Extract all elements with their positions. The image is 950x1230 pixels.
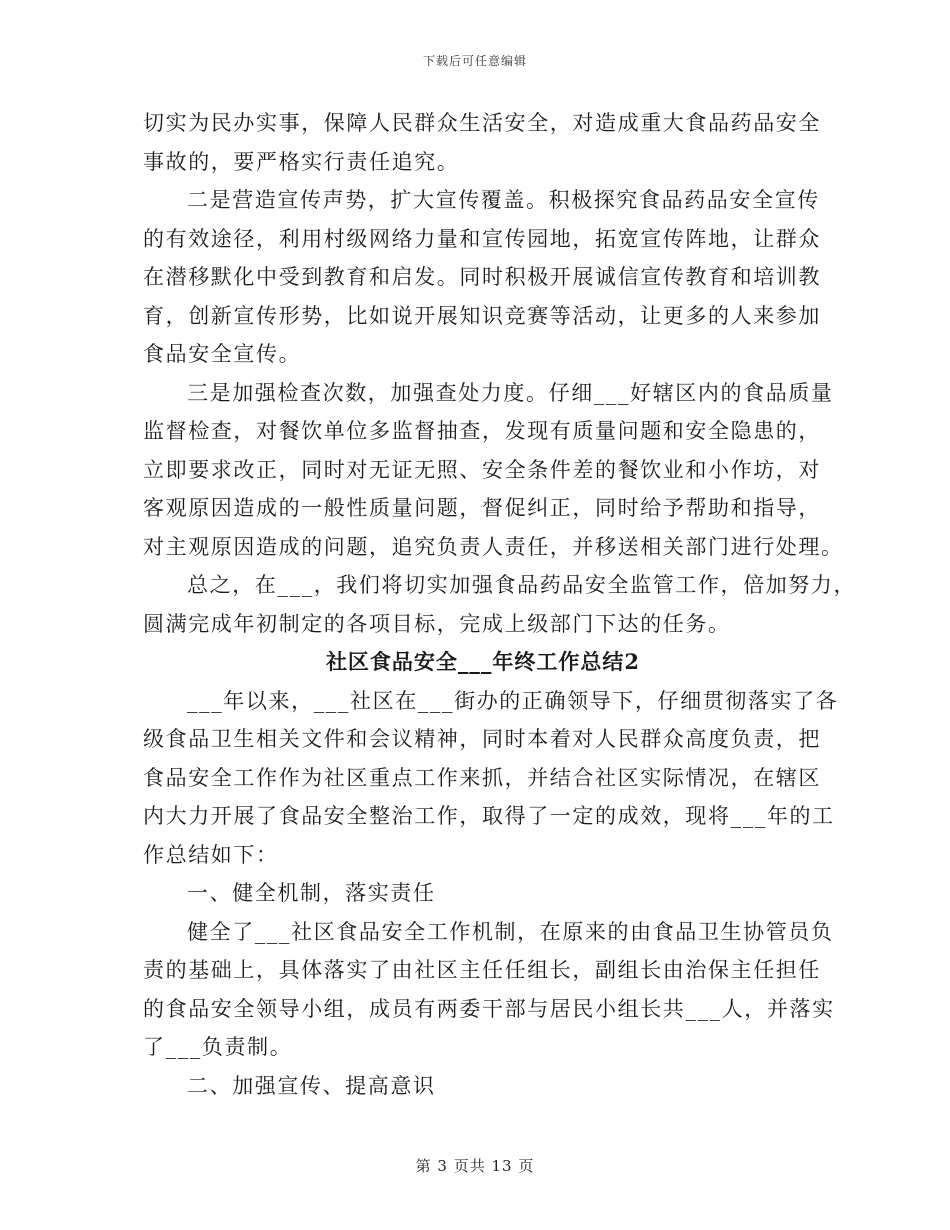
paragraph-line: 客观原因造成的一般性质量问题，督促纠正，同时给予帮助和指导， [143,496,821,520]
paragraph-line: 食品安全工作作为社区重点工作来抓，并结合社区实际情况，在辖区 [143,765,821,790]
paragraph-line: 级食品卫生相关文件和会议精神，同时本着对人民群众高度负责，把 [143,727,821,751]
paragraph-line: 二、加强宣传、提高意识 [187,1073,436,1098]
paragraph-line: 责的基础上，具体落实了由社区主任任组长，副组长由治保主任担任 [143,958,821,982]
paragraph-line: 事故的，要严格实行责任追究。 [143,149,460,174]
paragraph-line: 切实为民办实事，保障人民群众生活安全，对造成重大食品药品安全 [143,111,821,135]
paragraph-line: 二是营造宣传声势，扩大宣传覆盖。积极探究食品药品安全宣传 [187,188,820,212]
paragraph-line: 一、健全机制，落实责任 [187,881,436,905]
paragraph-line: 圆满完成年初制定的各项目标，完成上级部门下达的任务。 [143,611,731,636]
paragraph-line: 作总结如下： [143,842,279,867]
paragraph-line: 总之，在___，我们将切实加强食品药品安全监管工作，倍加努力， [187,573,857,597]
paragraph-line: 在潜移默化中受到教育和启发。同时积极开展诚信宣传教育和培训教 [143,265,821,289]
document-body [143,104,857,1105]
page-number-footer: 第 3 页共 13 页 [415,1157,535,1175]
paragraph-line: 内大力开展了食品安全整治工作，取得了一定的成效，现将___年的工 [143,804,835,828]
paragraph-line: 的食品安全领导小组，成员有两委干部与居民小组长共___人，并落实 [143,996,835,1021]
paragraph-line: 健全了___社区食品安全工作机制，在原来的由食品卫生协管员负 [187,919,834,944]
paragraph-line: 育，创新宣传形势，比如说开展知识竞赛等活动，让更多的人来参加 [143,303,821,328]
paragraph-line: 监督检查，对餐饮单位多监督抽查，发现有质量问题和安全隐患的， [143,419,821,443]
paragraph-line: 了___负责制。 [143,1035,293,1059]
page-header-note: 下载后可任意编辑 [422,54,527,68]
paragraph-line: 立即要求改正，同时对无证无照、安全条件差的餐饮业和小作坊，对 [143,457,821,482]
paragraph-line: 食品安全宣传。 [143,342,302,366]
paragraph-line: ___年以来，___社区在___街办的正确领导下，仔细贯彻落实了各 [187,688,839,713]
section-heading: 社区食品安全___年终工作总结2 [325,649,641,674]
paragraph-line: 三是加强检查次数，加强查处力度。仔细___好辖区内的食品质量 [187,380,834,405]
paragraph-line: 对主观原因造成的问题，追究负责人责任，并移送相关部门进行处理。 [143,534,844,559]
paragraph-line: 的有效途径，利用村级网络力量和宣传园地，拓宽宣传阵地，让群众 [143,226,821,251]
